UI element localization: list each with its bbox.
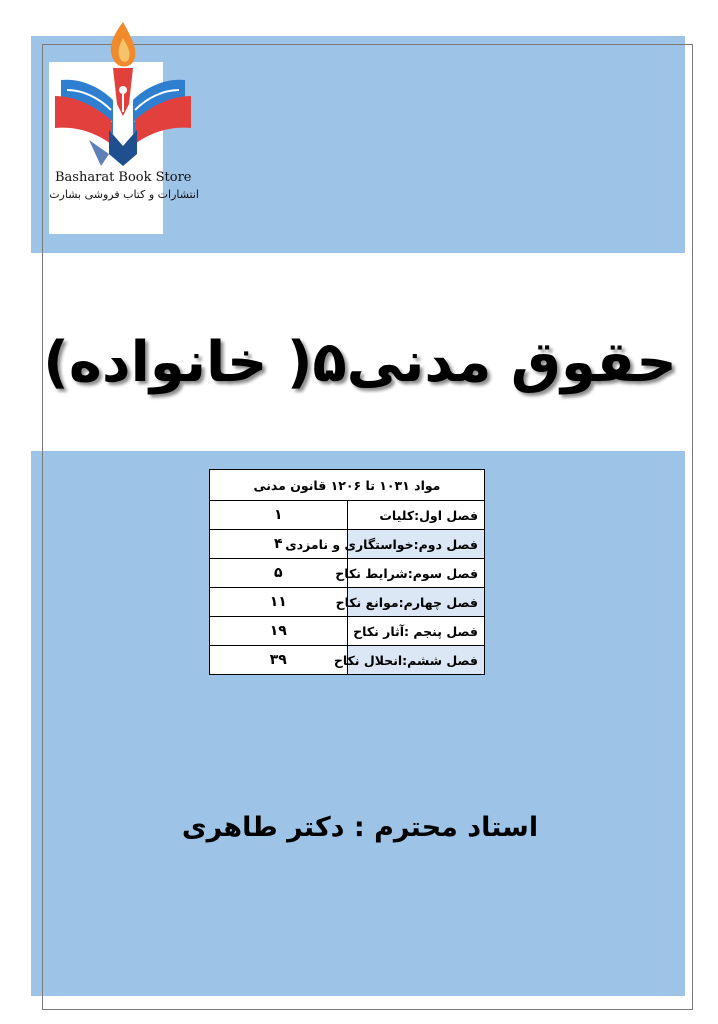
book-pen-logo-icon bbox=[49, 20, 199, 170]
brand-name-persian: انتشارات و کتاب فروشی بشارت bbox=[49, 188, 199, 201]
toc-row bbox=[210, 559, 485, 588]
toc-page-number: ۱ bbox=[210, 501, 348, 530]
toc-page-number: ۵ bbox=[210, 559, 348, 588]
professor-name: استاد محترم : دکتر طاهری bbox=[181, 812, 539, 843]
toc-row bbox=[210, 588, 485, 617]
toc-header-row bbox=[210, 470, 485, 501]
page-title: حقوق مدنی۵( خانواده) bbox=[43, 330, 677, 395]
toc-row bbox=[210, 617, 485, 646]
toc-chapter: فصل دوم:خواستگاری و نامزدی bbox=[347, 530, 485, 559]
toc-chapter: فصل سوم:شرایط نکاح bbox=[347, 559, 485, 588]
toc-row bbox=[210, 530, 485, 559]
toc-page-number: ۴ bbox=[210, 530, 348, 559]
toc-chapter: فصل ششم:انحلال نکاح bbox=[347, 646, 485, 675]
toc-chapter: فصل پنجم :آثار نکاح bbox=[347, 617, 485, 646]
toc-heading: مواد ۱۰۳۱ تا ۱۲۰۶ قانون مدنی bbox=[210, 470, 485, 501]
toc-row bbox=[210, 646, 485, 675]
toc-row bbox=[210, 501, 485, 530]
brand-name-english: Basharat Book Store bbox=[55, 170, 192, 185]
toc-page-number: ۱۹ bbox=[210, 617, 348, 646]
table-of-contents bbox=[209, 469, 485, 675]
publisher-logo bbox=[49, 20, 199, 234]
toc-page-number: ۳۹ bbox=[210, 646, 348, 675]
toc-chapter: فصل چهارم:موانع نکاح bbox=[347, 588, 485, 617]
toc-chapter: فصل اول:کلیات bbox=[347, 501, 485, 530]
toc-page-number: ۱۱ bbox=[210, 588, 348, 617]
